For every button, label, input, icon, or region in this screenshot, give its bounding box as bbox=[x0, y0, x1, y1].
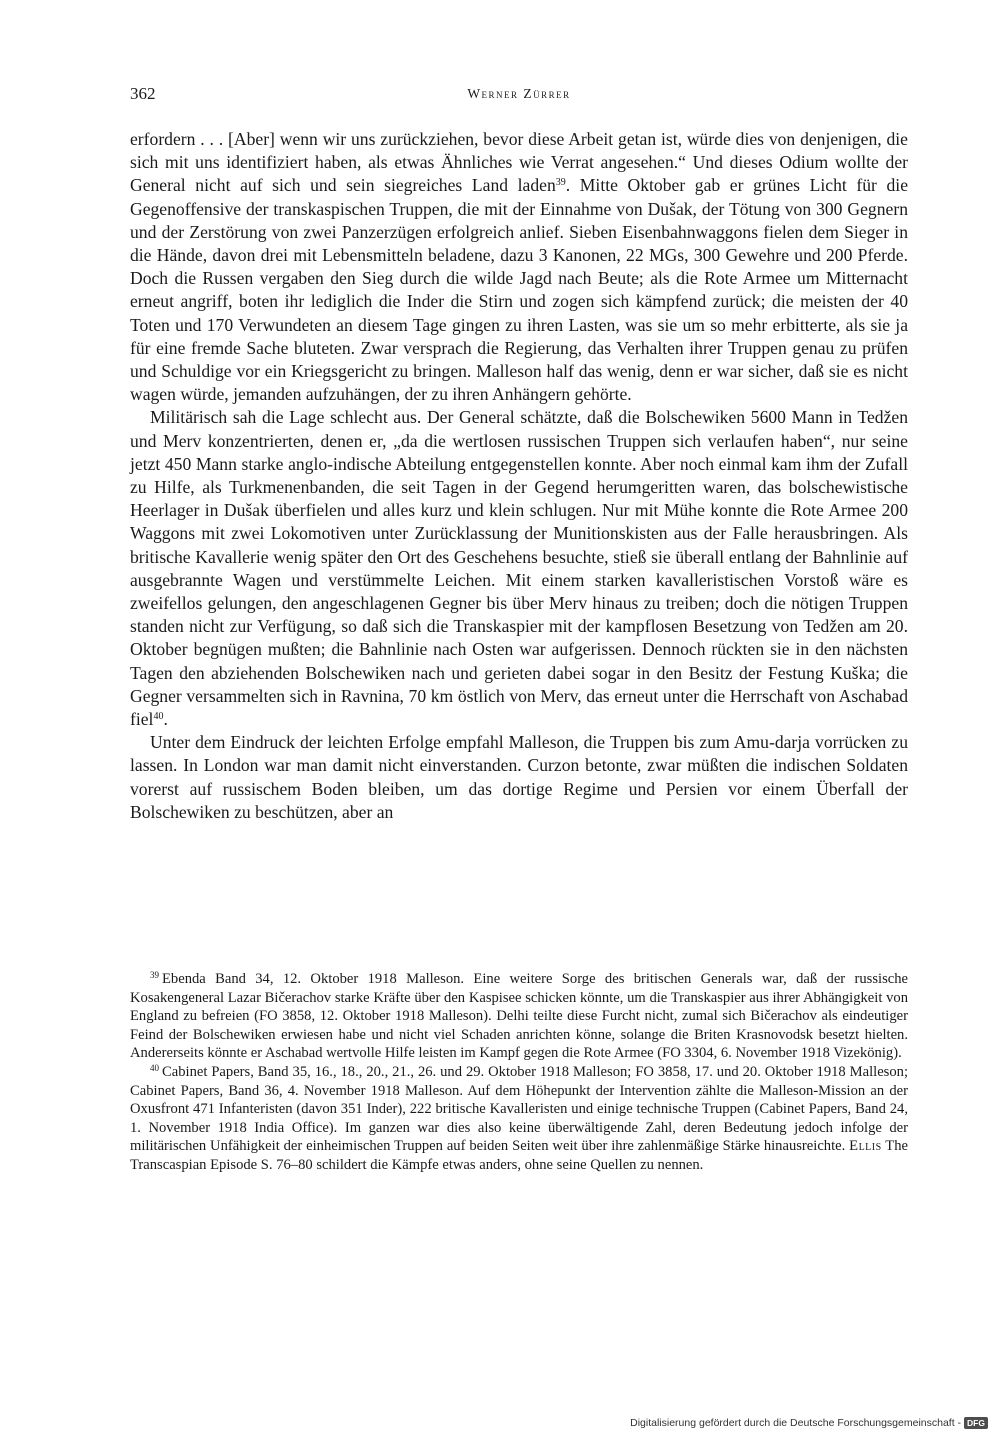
paragraph-2-end: . bbox=[163, 709, 168, 730]
footnote-number: 40 bbox=[150, 1062, 159, 1073]
footnote-40 bbox=[130, 1063, 908, 1175]
digitization-credit bbox=[630, 1416, 988, 1430]
footnote-text: Cabinet Papers, Band 35, 16., 18., 20., 21., 26. und 29. Oktober 1918 Malleson; FO 3858, 17. und 20. Oktober 1918 Malleson; Cabinet Papers, Band 36, 4. November 1918 Malleson. Auf dem Höhepunkt der Intervention zählte die Malleson-Mission an der Oxusfront 471 Infanteristen (davon 351 Inder), 222 britische Kavalleristen und einige technische Truppen (Cabinet Papers, Band 24, 1. November 1918 India Office). Im ganzen war dies also keine überwältigende Zahl, deren Bedeutung jedoch infolge der militärischen Unfähigkeit der einheimischen Truppen auf beiden Seiten weit über ihre zahlenmäßige Stärke hinausreichte. bbox=[130, 1063, 908, 1155]
paragraph-1 bbox=[130, 128, 908, 406]
footnote-ref-39[interactable]: 39 bbox=[555, 177, 566, 189]
paragraph-1-rest: . Mitte Oktober gab er grünes Licht für die Gegenoffensive der transkaspischen Truppen, die mit der Einnahme von Dušak, der Tötung von 300 Gegnern und der Zerstörung von zwei Panzerzügen erfolgreich anlief. Sieben Eisenbahnwaggons fielen dem Sieger in die Hände, davon drei mit Lebensmitteln beladene, dazu 3 Kanonen, 22 MGs, 300 Gewehre und 200 Pferde. Doch die Russen vergaben den Sieg durch die wilde Jagd nach Beute; als die Rote Armee um Mitternacht erneut angriff, boten ihr lediglich die Inder die Stirn und zogen sich kämpfend zurück; die meisten der 40 Toten und 170 Verwundeten an diesem Tage gingen zu ihren Lasten, was sie um so mehr erbitterte, als sie ja für eine fremde Sache bluteten. Zwar versprach die Regierung, das Verhalten ihrer Truppen genau zu prüfen und Schuldige vor ein Kriegsgericht zu bringen. Malleson half das wenig, denn er war sicher, daß sie es nicht wagen würde, jemanden aufzuhängen, der zu ihren Anhängern gehörte. bbox=[130, 175, 908, 405]
page-number: 362 bbox=[130, 84, 156, 103]
paragraph-2 bbox=[130, 406, 908, 731]
footnote-author: Ellis bbox=[849, 1138, 882, 1155]
footnote-text-end: The Transcaspian Episode S. 76–80 schildert die Kämpfe etwas anders, ohne seine Quellen zu nennen. bbox=[130, 1138, 908, 1173]
paragraph-3 bbox=[130, 731, 908, 824]
credit-text: Digitalisierung gefördert durch die Deutsche Forschungsgemeinschaft - bbox=[630, 1417, 962, 1429]
paragraph-3-text: Unter dem Eindruck der leichten Erfolge empfahl Malleson, die Truppen bis zum Amu-darja vorrücken zu lassen. In London war man damit nicht einverstanden. Curzon betonte, zwar müßten die indischen Soldaten vorerst auf russischem Boden bleiben, um das dortige Regime und Persien vor einem Überfall der Bolschewiken zu beschützen, aber an bbox=[130, 732, 908, 822]
footnote-ref-40[interactable]: 40 bbox=[153, 711, 164, 723]
footnote-text: Ebenda Band 34, 12. Oktober 1918 Malleson. Eine weitere Sorge des britischen Generals war, daß der russische Kosakengeneral Lazar Bičerachov starke Kräfte über den Kaspisee schicken könnte, um die Transkaspier aus ihrer Abhängigkeit von England zu befreien (FO 3858, 12. Oktober 1918 Malleson). Delhi teilte diese Furcht nicht, zumal sich Bičerachov als eindeutiger Feind der Bolschewiken erwiesen habe und nicht viel Schaden anrichten könne, solange die Briten Krasnovodsk besetzt hielten. Andererseits könnte er Aschabad wertvolle Hilfe leisten im Kampf gegen die Rote Armee (FO 3304, 6. November 1918 Vizekönig). bbox=[130, 971, 908, 1062]
running-head: Werner Zürrer bbox=[467, 86, 571, 101]
dfg-logo-icon: DFG bbox=[964, 1417, 988, 1429]
page-header bbox=[130, 84, 908, 112]
paragraph-2-text: Militärisch sah die Lage schlecht aus. Der General schätzte, daß die Bolschewiken 5600 Mann in Tedžen und Merv konzentrierten, denen er, „da die wertlosen russischen Truppen sich verlaufen haben“, nur seine jetzt 450 Mann starke anglo-indische Abteilung entgegenstellen konnte. Aber noch einmal kam ihm der Zufall zu Hilfe, als Turkmenenbanden, die seit Tagen in der Gegend herumgeritten waren, das bolschewistische Heerlager in Dušak überfielen und alles kurz und klein schlugen. Nur mit Mühe konnte die Rote Armee 200 Waggons mit zwei Lokomotiven unter Zurücklassung der Munitionskisten aus der Falle herausbringen. Als britische Kavallerie wenig später den Ort des Geschehens besuchte, stieß sie überall entlang der Bahnlinie auf ausgebrannte Wagen und verstümmelte Leichen. Mit einem starken kavalleristischen Vorstoß wäre es zweifellos gelungen, den angeschlagenen Gegner bis über Merv hinaus zu treiben; doch die nötigen Truppen standen nicht zur Verfügung, so daß sich die Transkaspier mit der kampflosen Besetzung von Tedžen am 20. Oktober begnügen mußten; die Bahnlinie nach Osten war aufgerissen. Dennoch rückten sie in den nächsten Tagen den abziehenden Bolschewiken nach und gerieten dabei sogar in den Besitz der Festung Kuška; die Gegner versammelten sich in Ravnina, 70 km östlich von Merv, das erneut unter die Herrschaft von Aschabad fiel bbox=[130, 407, 908, 730]
main-text bbox=[130, 128, 908, 824]
paragraph-1-start: erfordern . . . [Aber] wenn wir uns zurückziehen, bevor diese Arbeit getan ist, würde dies von denjenigen, die sich mit uns identifiziert haben, als etwas Ähnliches wie Verrat angesehen.“ Und dieses Odium wollte der General nicht auf sich und sein siegreiches Land laden bbox=[130, 129, 908, 196]
footnote-number: 39 bbox=[150, 970, 159, 980]
footnote-39 bbox=[130, 970, 908, 1063]
footnotes bbox=[130, 970, 908, 1175]
